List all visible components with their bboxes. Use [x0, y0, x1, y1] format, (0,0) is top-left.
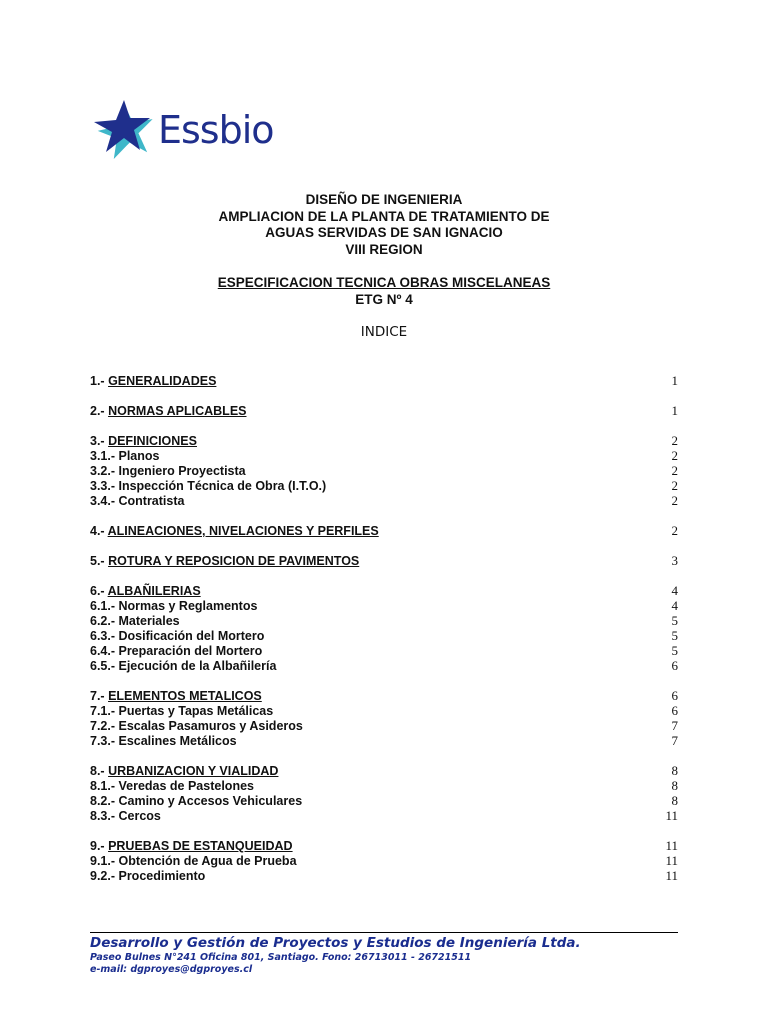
- toc-number: 6.-: [90, 584, 108, 598]
- toc-entry[interactable]: [90, 703, 678, 718]
- toc-label: [90, 644, 262, 659]
- toc-label: [90, 614, 180, 629]
- toc-entry[interactable]: [90, 598, 678, 613]
- toc-label: [90, 869, 205, 884]
- toc-page-number: 3: [671, 553, 678, 568]
- toc-section[interactable]: [90, 553, 678, 568]
- toc-entry[interactable]: [90, 808, 678, 823]
- toc-label: [90, 629, 264, 644]
- specification-heading: [0, 275, 768, 308]
- toc-page-number: 2: [671, 478, 678, 493]
- toc-page-number: 5: [671, 643, 678, 658]
- toc-number: 6.1.- Normas y Reglamentos: [90, 599, 258, 613]
- toc-number: 6.3.- Dosificación del Mortero: [90, 629, 265, 643]
- toc-number: 4.-: [90, 524, 108, 538]
- toc-entry[interactable]: [90, 448, 678, 463]
- toc-title: ROTURA Y REPOSICION DE PAVIMENTOS: [108, 554, 360, 568]
- toc-label: [90, 764, 278, 779]
- toc-page-number: 7: [671, 733, 678, 748]
- toc-label: [90, 524, 379, 539]
- toc-entry[interactable]: [90, 853, 678, 868]
- toc-number: 9.2.- Procedimiento: [90, 869, 206, 883]
- essbio-logo: [92, 98, 274, 160]
- toc-entry[interactable]: [90, 463, 678, 478]
- spec-code: ETG Nº 4: [355, 291, 413, 307]
- toc-label: [90, 794, 302, 809]
- toc-number: 7.3.- Escalines Metálicos: [90, 734, 237, 748]
- toc-title: GENERALIDADES: [108, 374, 217, 388]
- toc-number: 7.1.- Puertas y Tapas Metálicas: [90, 704, 274, 718]
- toc-entry[interactable]: [90, 613, 678, 628]
- toc-number: 9.-: [90, 839, 109, 853]
- toc-page-number: 11: [665, 853, 678, 868]
- toc-section[interactable]: [90, 523, 678, 538]
- toc-number: 7.-: [90, 689, 109, 703]
- toc-page-number: 6: [671, 703, 678, 718]
- toc-number: 7.2.- Escalas Pasamuros y Asideros: [90, 719, 303, 733]
- toc-number: 6.2.- Materiales: [90, 614, 180, 628]
- toc-section[interactable]: [90, 838, 678, 853]
- document-title: [0, 192, 768, 258]
- toc-number: 5.-: [90, 554, 109, 568]
- toc-entry[interactable]: [90, 658, 678, 673]
- toc-page-number: 1: [671, 373, 678, 388]
- toc-page-number: 11: [665, 838, 678, 853]
- toc-entry[interactable]: [90, 868, 678, 883]
- toc-entry[interactable]: [90, 643, 678, 658]
- toc-label: [90, 704, 273, 719]
- toc-label: [90, 809, 161, 824]
- toc-title: ALINEACIONES, NIVELACIONES Y PERFILES: [107, 524, 379, 538]
- toc-section[interactable]: [90, 583, 678, 598]
- toc-number: 8.-: [90, 764, 109, 778]
- toc-number: 3.-: [90, 434, 109, 448]
- toc-page-number: 11: [665, 868, 678, 883]
- toc-entry[interactable]: [90, 718, 678, 733]
- toc-page-number: 11: [665, 808, 678, 823]
- toc-page-number: 6: [671, 658, 678, 673]
- toc-number: 3.2.- Ingeniero Proyectista: [90, 464, 246, 478]
- toc-number: 1.-: [90, 374, 109, 388]
- footer-email: e-mail: dgproyes@dgproyes.cl: [90, 964, 253, 975]
- toc-title: ALBAÑILERIAS: [107, 584, 201, 598]
- toc-label: [90, 689, 262, 704]
- toc-page-number: 2: [671, 433, 678, 448]
- toc-label: [90, 599, 257, 614]
- toc-entry[interactable]: [90, 733, 678, 748]
- toc-page-number: 2: [671, 523, 678, 538]
- toc-label: [90, 779, 254, 794]
- toc-entry[interactable]: [90, 793, 678, 808]
- index-heading: INDICE: [360, 324, 408, 340]
- toc-number: 8.1.- Veredas de Pastelones: [90, 779, 254, 793]
- toc-entry[interactable]: [90, 628, 678, 643]
- toc-title: PRUEBAS DE ESTANQUEIDAD: [108, 839, 293, 853]
- toc-section[interactable]: [90, 373, 678, 388]
- toc-section[interactable]: [90, 433, 678, 448]
- toc-title: DEFINICIONES: [108, 434, 197, 448]
- toc-label: [90, 374, 216, 389]
- toc-page-number: 4: [671, 598, 678, 613]
- logo-text: Essbio: [158, 108, 274, 152]
- toc-page-number: 7: [671, 718, 678, 733]
- footer: [90, 934, 581, 976]
- toc-page-number: 1: [671, 403, 678, 418]
- title-line: DISEÑO DE INGENIERIA: [305, 192, 463, 207]
- toc-number: 3.1.- Planos: [90, 449, 160, 463]
- toc-page-number: 2: [671, 448, 678, 463]
- toc-number: 9.1.- Obtención de Agua de Prueba: [90, 854, 297, 868]
- table-of-contents: [90, 373, 678, 883]
- toc-page-number: 6: [671, 688, 678, 703]
- toc-label: [90, 854, 297, 869]
- spec-title: ESPECIFICACION TECNICA OBRAS MISCELANEAS: [217, 275, 551, 290]
- title-line: AMPLIACION DE LA PLANTA DE TRATAMIENTO DE: [218, 208, 550, 224]
- toc-label: [90, 404, 247, 419]
- toc-number: 6.5.- Ejecución de la Albañilería: [90, 659, 277, 673]
- title-line: AGUAS SERVIDAS DE SAN IGNACIO: [265, 225, 503, 240]
- toc-section[interactable]: [90, 403, 678, 418]
- toc-label: [90, 659, 276, 674]
- footer-divider: [90, 932, 678, 933]
- toc-entry[interactable]: [90, 778, 678, 793]
- toc-page-number: 2: [671, 493, 678, 508]
- toc-page-number: 5: [671, 628, 678, 643]
- toc-page-number: 4: [671, 583, 678, 598]
- toc-title: ELEMENTOS METALICOS: [108, 689, 262, 703]
- toc-number: 8.2.- Camino y Accesos Vehiculares: [90, 794, 303, 808]
- title-line: VIII REGION: [345, 241, 423, 257]
- toc-label: [90, 449, 159, 464]
- toc-number: 3.4.- Contratista: [90, 494, 185, 508]
- toc-page-number: 2: [671, 463, 678, 478]
- toc-page-number: 8: [671, 793, 678, 808]
- toc-label: [90, 434, 197, 449]
- star-logo-icon: [92, 98, 156, 160]
- toc-section[interactable]: [90, 763, 678, 778]
- toc-label: [90, 839, 293, 854]
- toc-label: [90, 734, 237, 749]
- toc-section[interactable]: [90, 688, 678, 703]
- toc-number: 3.3.- Inspección Técnica de Obra (I.T.O.): [90, 479, 327, 493]
- toc-entry[interactable]: [90, 478, 678, 493]
- toc-label: [90, 479, 326, 494]
- toc-page-number: 5: [671, 613, 678, 628]
- toc-label: [90, 554, 359, 569]
- toc-page-number: 8: [671, 763, 678, 778]
- toc-label: [90, 719, 303, 734]
- toc-label: [90, 494, 184, 509]
- toc-number: 2.-: [90, 404, 109, 418]
- footer-company: Desarrollo y Gestión de Proyectos y Estudios de Ingeniería Ltda.: [90, 935, 581, 951]
- toc-title: URBANIZACION Y VIALIDAD: [108, 764, 279, 778]
- toc-page-number: 8: [671, 778, 678, 793]
- toc-label: [90, 464, 246, 479]
- toc-entry[interactable]: [90, 493, 678, 508]
- toc-number: 6.4.- Preparación del Mortero: [90, 644, 263, 658]
- toc-number: 8.3.- Cercos: [90, 809, 161, 823]
- toc-title: NORMAS APLICABLES: [108, 404, 247, 418]
- footer-address: Paseo Bulnes N°241 Oficina 801, Santiago. Fono: 26713011 - 26721511: [90, 952, 472, 963]
- toc-label: [90, 584, 201, 599]
